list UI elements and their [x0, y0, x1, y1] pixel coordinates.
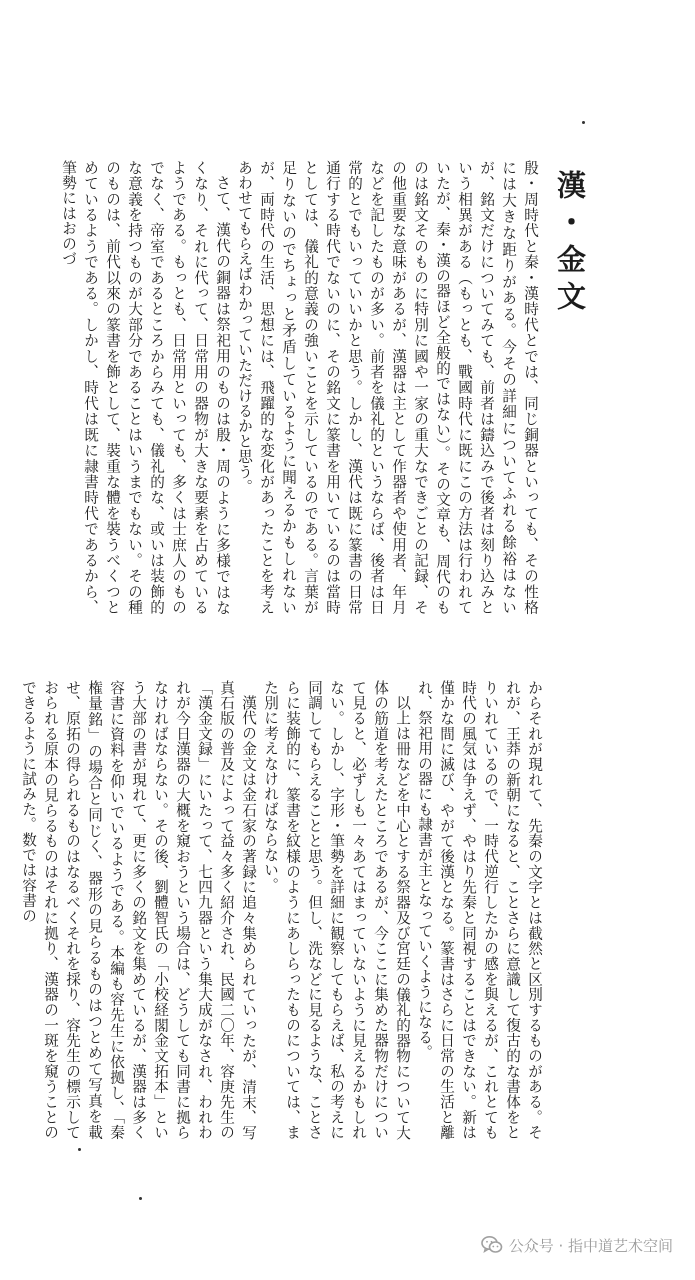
bottom-text-block — [20, 680, 545, 1140]
scan-speck — [78, 1148, 81, 1151]
watermark-text: 公众号 · 指中道艺术空间 — [508, 1236, 673, 1255]
watermark — [481, 1232, 673, 1258]
paragraph: 以上は冊などを中心とする祭器及び宮廷の儀礼的器物について大体の筋道を考えたところであるが、今ここに集めた器物だけについて見ると、必ずしも一々あてはまっていないように見えるかもしれない。しかし、字形・筆勢を詳細に観察してもらえば、私の考えに同調してもらえることと思う。但し、洗などに見るような、ことさらに装飾的に、篆書を紋様のようにあしらったものについては、また別に考えなければならない。 — [262, 680, 411, 1140]
paragraph: 漢代の金文は金石家の著録に追々集められていったが、清末、写真石版の普及によって益々多く紹介され、民國二〇年、容庚先生の「漢金文録」にいたって、七四九器という集大成がなされ、われわれが今日漢器の大概を窺おうという場合は、どうしても同書に拠らなければならない。その後、劉體智氏の「小校経閣金文拓本」という大部の書が現れて、更に多くの銘文を集めているが、漢器は多く容書に資料を仰いでいるようである。本編も容先生に依拠し、「秦権量銘」の場合と同じく、器形の見らるものはつとめて写真を載せ、原拓の得られるものはなるべくそれを採り、容先生の標示しておられる原本の見らるものはそれに拠り、漢器の一斑を窺うことのできるように試みた。数では容書の — [20, 680, 257, 1140]
paragraph: さて、漢代の銅器は祭祀用のものは殷・周のように多様ではなくなり、それに代って、日常用の器物が大きな要素を占めているようである。もっとも、日常用といっても、多くは士庶人のものでなく、帝室であるところからみても、儀礼的な、或いは装飾的な意義を持つものが大部分であることはいうまでもない。その種のものは、前代以來の篆書を飾として、裝重な體を裝うべくつとめているようである。しかし、時代は既に隷書時代であるから、筆勢にはおのづ — [60, 160, 231, 615]
scan-speck — [582, 121, 585, 124]
page-title: 漢・金文 — [553, 170, 587, 318]
paragraph: 殷・周時代と秦・漢時代とでは、同じ銅器といっても、その性格には大きな距りがある。今その詳細についてふれる餘裕はないが、銘文だけについてみても、前者は鑄込みで後者は刻り込みという相異がある（もっとも、戰國時代に既にこの方法は行われていたが、秦・漢の器ほど全般的ではない）。その文章も、周代のものは銘文そのものに特別に國や一家の重大なできごとの記録、その他重要な意味があるが、漢器は主として作器者や使用者、年月などを記したものが多い。前者を儀礼的というならば、後者は日常的とでもいっていいかと思う。しかし、漢代は既に篆書の日常通行する時代でないのに、その銘文に篆書を用いているのは當時としては、儀礼的意義の強いことを示しているのである。言葉が足りないのでちょっと矛盾しているように聞えるかもしれないが、両時代の生活、思想には、飛躍的な変化があったことを考えあわせてもらえばわかっていただけるかと思う。 — [236, 160, 539, 615]
scan-speck — [139, 1197, 142, 1200]
wechat-icon — [481, 1235, 503, 1255]
top-text-block — [60, 160, 541, 615]
paragraph: からそれが現れて、先秦の文字とは截然と区別するものがある。それが、王莽の新朝になると、ことさらに意識して復古的な書体をとりいれているので、一時代逆行したかの感を與えるが、これとても時代の風気は争えず、やはり先秦と同視することはできない。新は僅かな間に滅び、やがて後漢となる。篆書はさらに日常の生活と離れ、祭祀用の器にも隷書が主となっていくようになる。 — [416, 680, 543, 1140]
